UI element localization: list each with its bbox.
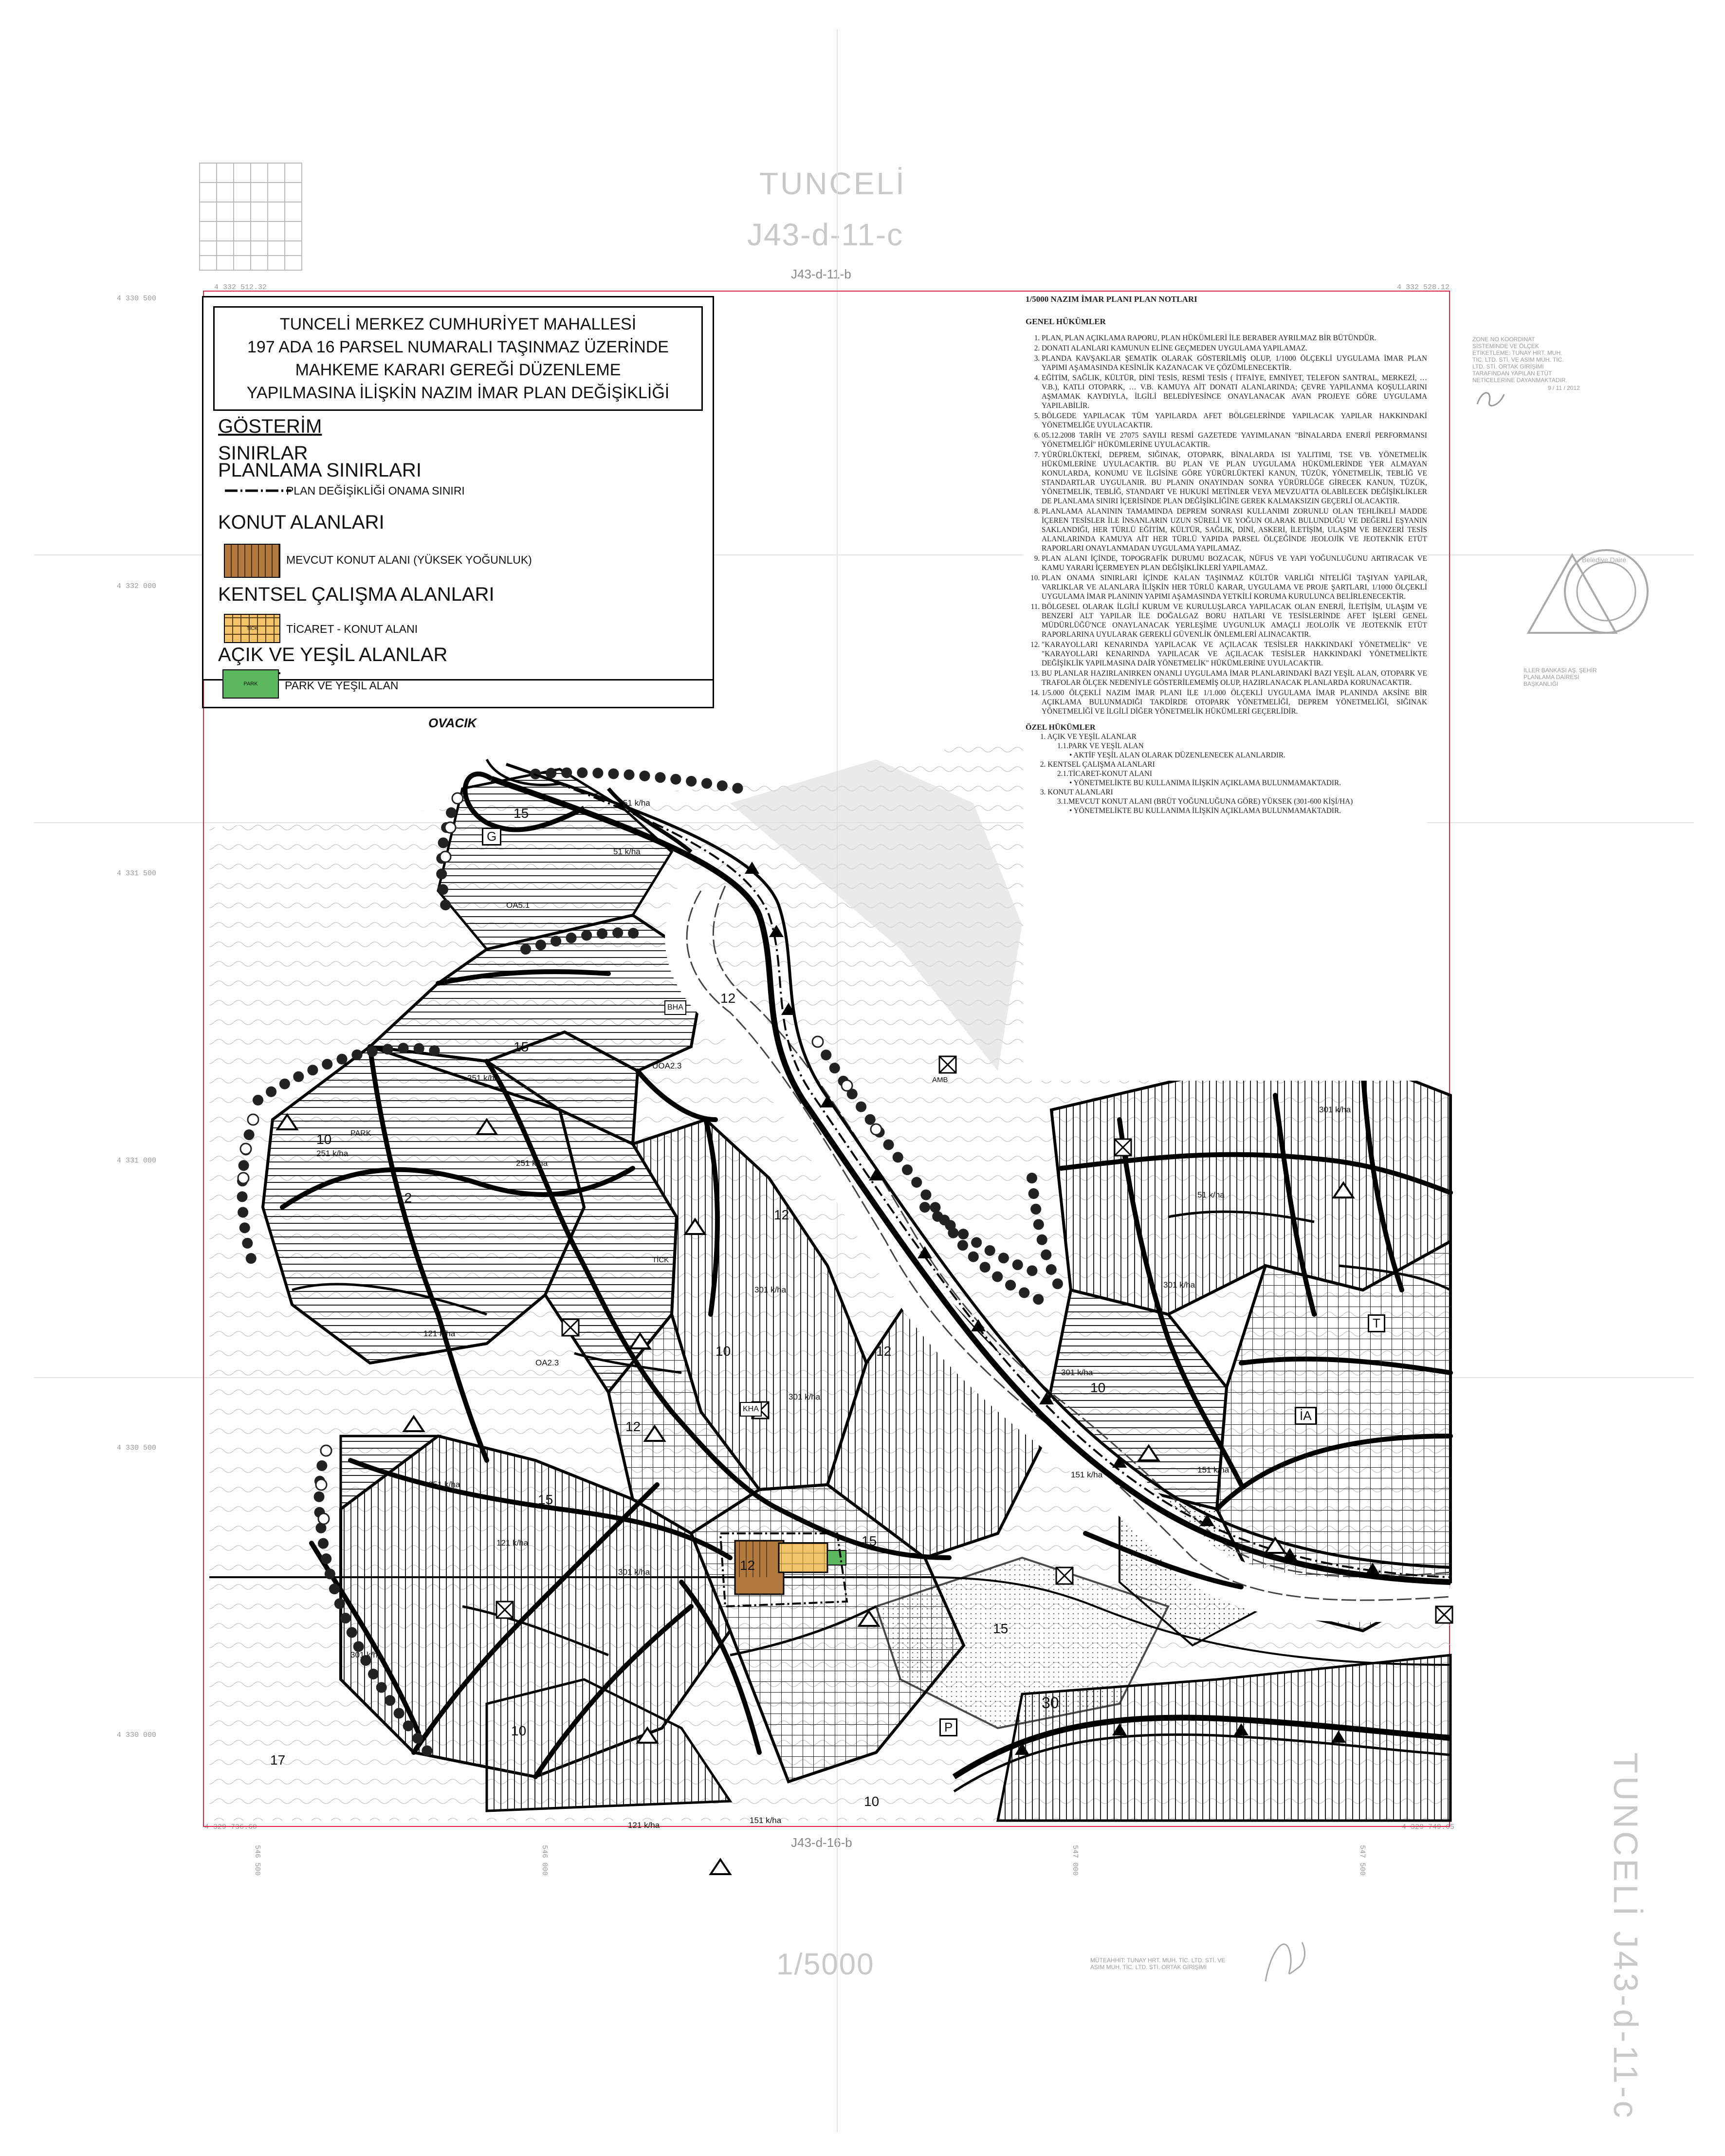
notes-genel-title: GENEL HÜKÜMLER: [1026, 317, 1106, 326]
legend-title-line: YAPILMASINA İLİŞKİN NAZIM İMAR PLAN DEĞİŞİKLİĞİ: [246, 383, 670, 402]
road-number: 12: [397, 1190, 412, 1205]
legend-gosterim: GÖSTERİM: [218, 416, 322, 437]
road-number: 15: [993, 1621, 1009, 1636]
note-item: 9. PLAN ALANI İÇİNDE, TOPOGRAFİK DURUMU BOZACAK, NÜFUS VE YAPI YOĞUNLUĞUNU ARTIRACAK VE KAMU YARARI İÇERMEYEN PLAN DEĞİŞİKLİKLERİ YAPILAMAZ.: [1042, 554, 1427, 572]
use-label-amb: AMB: [932, 1076, 948, 1084]
use-label-bha: BHA: [664, 1000, 686, 1015]
note-item: 5. BÖLGEDE YAPILACAK TÜM YAPILARDA AFET BÖLGELERİNDE YAPILACAK YAPILAR HAKKINDAKİ YÖNETMELİĞE UYULACAKTIR.: [1042, 411, 1427, 430]
legend-title-line: MAHKEME KARARI GEREĞİ DÜZENLEME: [295, 360, 621, 379]
use-label-kha: KHA: [740, 1402, 762, 1417]
ozel-item: 1.1.PARK VE YEŞİL ALAN: [1057, 742, 1144, 750]
use-label-tick: TİCK: [652, 1256, 669, 1264]
road-number: 17: [270, 1752, 286, 1768]
sheet-code: J43-d-11-c: [747, 217, 904, 252]
right-vertical-title: TUNCELİ J43-d-11-c: [1607, 1752, 1645, 2121]
coord-left-4: 4 331 000: [117, 1157, 157, 1165]
park-swatch-label: PARK: [243, 681, 258, 687]
note-item: 4. EĞİTİM, SAĞLIK, KÜLTÜR, DİNİ TESİS, RESMİ TESİS ( İTFAİYE, EMNİYET, TELEFON SANTRAL, MERKEZİ, …V.B.), KATLI OTOPARK, … V.B. KAMUYA AİT DONATI ALANLARINDA; ÇEVRE YAPILANMA KOŞULLARINI AŞMAMAK KAYDIYLA, İLGİLİ BELEDİYESİNCE ONAYLANACAK AVAN PROJEYE GÖRE UYGULAMA YAPILABİLİR.: [1042, 373, 1427, 410]
use-label-park: PARK: [350, 1129, 371, 1138]
road-number: 10: [511, 1723, 527, 1738]
sheet-ref-top: J43-d-11-b: [791, 267, 851, 281]
density-label: 151 k/ha: [1197, 1465, 1230, 1474]
road-number: 15: [514, 806, 529, 821]
ozel-item: • AKTİF YEŞİL ALAN OLARAK DÜZENLENECEK ALANLARDIR.: [1069, 751, 1285, 759]
notes-ozel: [1023, 723, 1427, 815]
legend-ticaret-konut: TİCARET - KONUT ALANI: [286, 623, 418, 635]
note-item: 13. BU PLANLAR HAZIRLANIRKEN ONANLI UYGULAMA İMAR PLANLARINDAKİ BAZI YEŞİL ALAN, OTOPARK VE TRAFOLAR ÖLÇEK NEDENİYLE GÖSTERİLEMEMİŞ OLUP, HAZIRLANACAK PLANLARDA KORUNACAKTIR.: [1042, 669, 1427, 687]
density-label: 301 k/ha: [618, 1567, 650, 1577]
density-label: 251 k/ha: [516, 1159, 548, 1168]
stamp-etude-note: ZONE NO KOORDINAT SİSTEMİNDE VE ÖLÇEK ETİKETLEME: TUNAY HRT. MUH. TİC. LTD. STİ. VE ASIM MUH. TİC. LTD. STİ. ORTAK GİRİŞİMİ TARAFINDAN YAPILAN ETÜT NETİCELERİNE DAYANMAKTADIR.: [1472, 336, 1567, 384]
notes-title: 1/5000 NAZIM İMAR PLANI PLAN NOTLARI: [1026, 295, 1197, 304]
note-item: 3. PLANDA KAVŞAKLAR ŞEMATİK OLARAK GÖSTERİLMİŞ OLUP, 1/1000 ÖLÇEKLİ UYGULAMA İMAR PLAN YAPIMI AŞAMASINDA KESİNLİK KAZANACAK VE ÇÖZÜMLENECEKTİR.: [1042, 354, 1427, 372]
legend-title-line: 197 ADA 16 PARSEL NUMARALI TAŞINMAZ ÜZERİNDE: [247, 337, 669, 356]
density-label: 51 k/ha: [613, 847, 641, 856]
road-number: 12: [625, 1419, 641, 1434]
density-label: 301 k/ha: [1319, 1105, 1351, 1114]
road-number: 12: [720, 991, 736, 1006]
legend-planlama-sinirlari: PLANLAMA SINIRLARI: [218, 460, 422, 481]
density-label: 301 k/ha: [1061, 1368, 1093, 1377]
use-label-oa23: OA2.3: [535, 1358, 559, 1367]
note-item: 7. YÜRÜRLÜKTEKİ, DEPREM, SIĞINAK, OTOPARK, BİNALARDA ISI YALITIMI, TSE VB. YÖNETMELİK HÜKÜMLERİNE UYULACAKTIR. BU PLAN VE PLAN UYGULAMA HÜKÜMLERİNDE YER ALMAYAN KONULARDA, KONUMU VE İLGİSİNE GÖRE YÜRÜRLÜKTEKİ KANUN, TÜZÜK, YÖNETMELİK, TEBLİĞ VE STANDARTLAR UYGULANIR. BU PLANIN ONAYINDAN SONRA YÜRÜRLÜĞE GİRECEK KANUN, TÜZÜK, YÖNETMELİK, TEBLİĞ, STANDART VE HUKUKİ METİNLER VEYA MEVZUATTA OLABİLECEK DEĞİŞİKLİKLER DE PLANLAMA SINIRI İÇERİSİNDE PLAN DEĞİŞİKLİĞİNE GEREK KALMAKSIZIN GEÇERLİ OLACAKTIR.: [1042, 450, 1427, 506]
svg-text:Belediye Daire: Belediye Daire: [1582, 556, 1627, 564]
density-label: 301 k/ha: [789, 1392, 821, 1401]
coord-top-left: 4 332 512.32: [214, 283, 267, 292]
road-number: 10: [864, 1794, 880, 1809]
scale-label: 1/5000: [776, 1948, 875, 1981]
note-item: 11. BÖLGESEL OLARAK İLGİLİ KURUM VE KURULUŞLARCA YAPILACAK OLAN ENERJİ, İLETİŞİM, ULAŞIM VE BENZERİ ALT YAPILAR İLE DOĞALGAZ BORU HATLARI VE TESİSLERİNDE AFET İŞLERİ GENEL MÜDÜRLÜĞÜ'NCE ONAYLANACAK YERLEŞİME UYGUNLUK AMAÇLI JEOLOJİK VE JEOTEKNİK ETÜT RAPORLARINA UYULARAK GEREKLİ GÜVENLİK ÖNLEMLERİ ALINACAKTIR.: [1042, 602, 1427, 639]
road-number: 30: [1042, 1694, 1059, 1712]
coord-bottom-right: 4 329 749.65: [1402, 1823, 1455, 1831]
note-item: 14. 1/5.000 ÖLÇEKLİ NAZIM İMAR PLANI İLE 1/1.000 ÖLÇEKLİ UYGULAMA İMAR PLANINDA AKSİNE BİR AÇIKLAMA BULUNMADIĞI TAKDİRDE OTOPARK YÖNETMELİĞİ, DEPREM YÖNETMELİĞİ, SIĞINAK YÖNETMELİĞİ VE İLGİLİ DİĞER YÖNETMELİK HÜKÜMLERİ GEÇERLİDİR.: [1042, 688, 1427, 716]
legend-panel: [202, 296, 714, 681]
note-item: 6. 05.12.2008 TARİH VE 27075 SAYILI RESMİ GAZETEDE YAYIMLANAN "BİNALARDA ENERJİ PERFORMANSI YÖNETMELİĞİ" HÜKÜMLERİNE UYULACAKTIR.: [1042, 431, 1427, 449]
ticaret-swatch: [224, 614, 280, 643]
road-number: 15: [862, 1533, 877, 1548]
road-number: 15: [538, 1492, 553, 1507]
easting-2: 546 000: [540, 1845, 549, 1876]
easting-3: 547 000: [1071, 1845, 1079, 1876]
park-swatch: [222, 669, 279, 699]
official-stamp-icon: [1499, 535, 1655, 662]
stamp-bank-note: İLLER BANKASI AŞ. ŞEHİR PLANLAMA DAİRESİ BAŞKANLIĞI: [1523, 667, 1597, 687]
legend-konut-alanlari: KONUT ALANLARI: [218, 512, 385, 533]
sheet-ref-bottom: J43-d-16-b: [791, 1835, 852, 1850]
note-item: 2. DONATI ALANLARI KAMUNUN ELİNE GEÇMEDEN UYGULAMA YAPILAMAZ.: [1042, 344, 1427, 353]
density-label: 251 k/ha: [467, 1073, 499, 1083]
legend-onama-siniri: PLAN DEĞİŞİKLİĞİ ONAMA SINIRI: [286, 484, 465, 497]
coord-left-5: 4 330 500: [117, 1444, 157, 1452]
plan-notes: [1023, 295, 1427, 1081]
legend-mevcut-konut: MEVCUT KONUT ALANI (YÜKSEK YOĞUNLUK): [286, 553, 532, 566]
place-label-ovacik: OVACIK: [428, 716, 477, 730]
legend-title-line: TUNCELİ MERKEZ CUMHURİYET MAHALLESİ: [279, 314, 637, 333]
density-label: 51 k/ha: [1197, 1190, 1225, 1199]
legend-park-yesil: PARK VE YEŞİL ALAN: [285, 679, 399, 692]
coord-top-right: 4 332 528.12: [1397, 283, 1450, 292]
note-item: 10. PLAN ONAMA SINIRLARI İÇİNDE KALAN TAŞINMAZ KÜLTÜR VARLIĞI NİTELİĞİ TAŞIYAN YAPILAR, VARLIKLAR VE ALANLARA İLİŞKİN HER TÜRLÜ KARAR, UYGULAMA VE PROJE ŞARTLARI, 1/1000 ÖLÇEKLİ UYGULAMA İMAR PLANININ YAPIMI AŞAMASINDA YETKİLİ KORUMA KURULUNCA BELİRLENECEKTİR.: [1042, 573, 1427, 601]
use-label-t: T: [1368, 1314, 1385, 1332]
density-label: 251 k/ha: [428, 1480, 460, 1489]
ozel-item: • YÖNETMELİKTE BU KULLANIMA İLİŞKİN AÇIKLAMA BULUNMAMAKTADIR.: [1069, 779, 1341, 787]
notes-ozel-title: ÖZEL HÜKÜMLER: [1026, 723, 1096, 732]
signature-bottom: [1256, 1923, 1314, 1991]
use-label-ia: İA: [1295, 1407, 1317, 1425]
konut-swatch: [224, 544, 280, 578]
density-label: 121 k/ha: [423, 1329, 456, 1338]
road-number: 12: [774, 1207, 789, 1222]
note-item: 1. PLAN, PLAN AÇIKLAMA RAPORU, PLAN HÜKÜMLERİ İLE BERABER AYRILMAZ BİR BÜTÜNDÜR.: [1042, 333, 1427, 343]
coord-left-1: 4 330 500: [117, 295, 157, 303]
road-number: 10: [716, 1344, 731, 1359]
ticaret-swatch-label: TİCK: [246, 626, 258, 631]
stamp-contractor: MÜTEAHHİT: TUNAY HRT. MUH. TİC. LTD. STİ. VE ASIM MUH. TİC. LTD. STİ. ORTAK GİRİŞİMİ: [1090, 1957, 1226, 1971]
road-number: 12: [740, 1558, 755, 1573]
legend-acik-yesil: AÇIK VE YEŞİL ALANLAR: [218, 644, 448, 665]
legend-sinirlar: SINIRLAR: [218, 442, 308, 464]
use-label-uoa23: UOA2.3: [652, 1061, 682, 1070]
coord-left-2: 4 332 000: [117, 582, 157, 590]
notes-genel-list: [1023, 333, 1427, 716]
note-item: 12. "KARAYOLLARI KENARINDA YAPILACAK VE AÇILACAK TESİSLER HAKKINDAKİ YÖNETMELİK" VE "KARAYOLLARI KENARINDA YAPILACAK VE AÇILACAK TESİSLER HAKKINDAKİ YÖNETMELİKTE DEĞİŞİKLİK YAPILMASINA DAİR YÖNETMELİK" HÜKÜMLERİNE UYULACAKTIR.: [1042, 640, 1427, 668]
boundary-line-icon: [224, 483, 292, 498]
road-number: 15: [514, 1039, 529, 1054]
coord-left-6: 4 330 000: [117, 1731, 157, 1739]
coord-left-3: 4 331 500: [117, 869, 157, 878]
coord-bottom-left: 4 329 736.60: [204, 1823, 257, 1831]
sheet-title: TUNCELİ: [759, 166, 906, 201]
ozel-item: 1. AÇIK VE YEŞİL ALANLAR: [1040, 733, 1137, 741]
legend-title-box: [213, 306, 703, 411]
density-label: 121 k/ha: [628, 1821, 660, 1830]
road-number: 10: [1090, 1380, 1106, 1395]
ozel-item: 2. KENTSEL ÇALIŞMA ALANLARI: [1040, 760, 1155, 769]
signature-mark: [1472, 385, 1511, 414]
note-item: 8. PLANLAMA ALANININ TAMAMINDA DEPREM SONRASI KULLANIMI ZORUNLU OLAN TEHLİKELİ MADDE İÇEREN TESİSLER İLE İNSANLARIN UZUN SÜRELİ VE YOĞUN OLARAK BULUNDUĞU VE DEĞERLİ EŞYANIN SAKLANDIĞI, HER TÜRLÜ EĞİTİM, KÜLTÜR, SAĞLIK, DİNİ, ASKERİ, İLETİŞİM, ULAŞIM VE BENZERİ TESİS ALANLARINDA KAMUYA AİT HER TÜRLÜ YAPIDA PARSEL ÖLÇEĞİNDE JEOLOJİK VE JEOTEKNİK ETÜT RAPORLARI ONAYLANMADAN UYGULAMA YAPILAMAZ.: [1042, 507, 1427, 553]
density-label: 151 k/ha: [750, 1816, 782, 1825]
legend-kentsel: KENTSEL ÇALIŞMA ALANLARI: [218, 584, 495, 605]
density-label: 151 k/ha: [1071, 1470, 1103, 1479]
ozel-item: 3. KONUT ALANLARI: [1040, 788, 1113, 796]
density-label: 251 k/ha: [316, 1149, 349, 1158]
ozel-item: • YÖNETMELİKTE BU KULLANIMA İLİŞKİN AÇIKLAMA BULUNMAMAKTADIR.: [1069, 807, 1341, 815]
use-label-oa51: OA5.1: [506, 901, 530, 910]
use-label-p: P: [939, 1718, 957, 1736]
road-number: 12: [876, 1344, 892, 1359]
density-label: 121 k/ha: [496, 1538, 529, 1548]
easting-4: 547 500: [1358, 1845, 1366, 1876]
density-label: 301 k/ha: [350, 1650, 383, 1659]
ozel-item: 3.1.MEVCUT KONUT ALANI (BRÜT YOĞUNLUĞUNA GÖRE) YÜKSEK (301-600 KİŞİ/HA): [1057, 797, 1353, 806]
easting-1: 546 500: [253, 1845, 261, 1876]
road-number: 10: [316, 1132, 332, 1147]
density-label: 301 k/ha: [754, 1285, 787, 1294]
ozel-item: 2.1.TİCARET-KONUT ALANI: [1057, 770, 1153, 778]
density-label: 51 k/ha: [623, 798, 650, 808]
use-label-g: G: [482, 828, 501, 846]
density-label: 301 k/ha: [1163, 1280, 1195, 1290]
stamp-date: 9 / 11 / 2012: [1548, 385, 1580, 391]
